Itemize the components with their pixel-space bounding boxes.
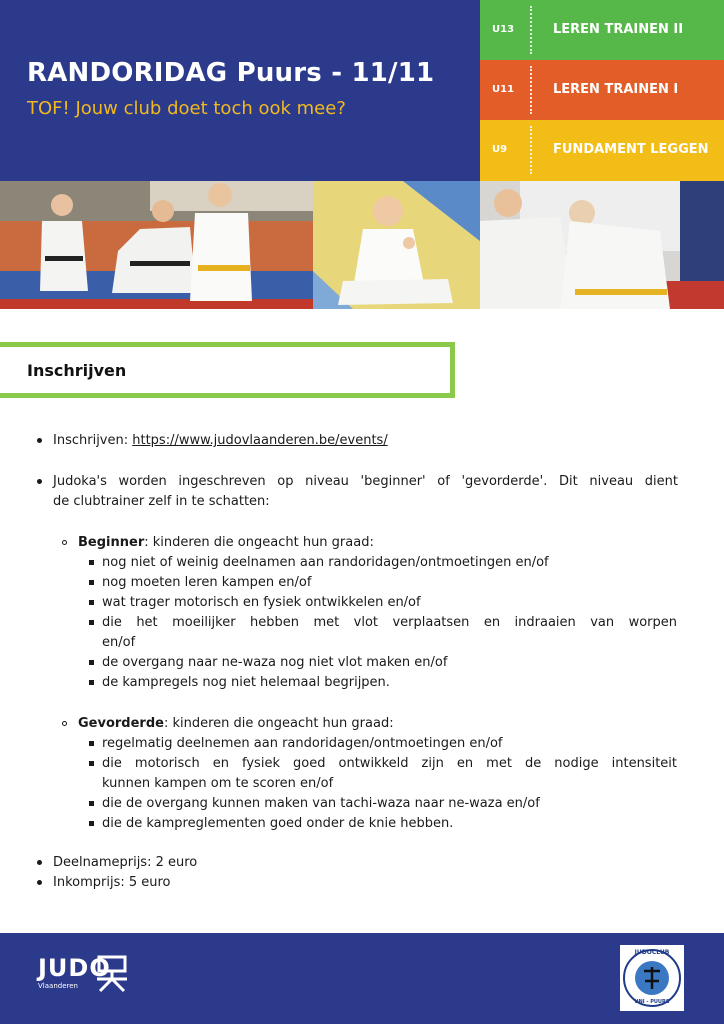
square-bullet xyxy=(89,560,94,565)
beginner-heading xyxy=(78,533,374,553)
advanced-point: die de overgang kunnen maken van tachi-waza naar ne-waza en/of xyxy=(102,796,540,811)
square-bullet xyxy=(89,680,94,685)
advanced-heading xyxy=(78,714,394,734)
register-label: Inschrijven: xyxy=(53,433,133,448)
level-description-line2: de clubtrainer zelf in te schatten: xyxy=(53,494,270,509)
club-name-top: JUDOCLUB xyxy=(634,949,670,956)
section-title: Inschrijven xyxy=(27,361,127,380)
advanced-point: die de kampreglementen goed onder de knie hebben. xyxy=(102,816,454,831)
footer-banner xyxy=(0,933,724,1024)
club-name-bottom: UNI - PUURS xyxy=(634,999,670,1005)
advanced-point-continued: kunnen kampen om te scoren en/of xyxy=(102,776,334,791)
square-bullet xyxy=(89,761,94,766)
page-title: RANDORIDAG Puurs - 11/11 xyxy=(27,58,435,88)
level-name: FUNDAMENT LEGGEN xyxy=(553,142,709,157)
beginner-point-continued: en/of xyxy=(102,635,136,650)
list-item-register xyxy=(53,431,388,451)
entry-fee: Inkomprijs: 5 euro xyxy=(53,875,171,890)
logo-text: JUDO xyxy=(38,954,111,982)
circle-bullet xyxy=(62,540,67,545)
level-code: U11 xyxy=(492,84,515,95)
beginner-point: nog moeten leren kampen en/of xyxy=(102,575,312,590)
level-description-line1: Judoka's worden ingeschreven op niveau 'beginner' of 'gevorderde'. Dit niveau dient xyxy=(53,474,678,489)
square-bullet xyxy=(89,741,94,746)
square-bullet xyxy=(89,620,94,625)
square-bullet xyxy=(89,660,94,665)
page-subtitle: TOF! Jouw club doet toch ook mee? xyxy=(27,98,346,119)
judo-kanji-icon xyxy=(95,955,129,993)
register-link[interactable]: https://www.judovlaanderen.be/events/ xyxy=(132,433,388,448)
beginner-point: die het moeilijker hebben met vlot verplaatsen en indraaien van worpen xyxy=(102,615,677,630)
square-bullet xyxy=(89,801,94,806)
level-name: LEREN TRAINEN II xyxy=(553,22,684,37)
bullet-dot xyxy=(37,860,42,865)
participation-fee: Deelnameprijs: 2 euro xyxy=(53,855,198,870)
advanced-point: die motorisch en fysiek goed ontwikkeld zijn en met de nodige intensiteit xyxy=(102,756,677,771)
advanced-intro: : kinderen die ongeacht hun graad: xyxy=(163,716,394,731)
beginner-intro: : kinderen die ongeacht hun graad: xyxy=(144,535,374,550)
beginner-term: Beginner xyxy=(78,535,145,550)
level-code: U9 xyxy=(492,144,508,155)
bullet-dot xyxy=(37,479,42,484)
beginner-point: de kampregels nog niet helemaal begrijpen. xyxy=(102,675,390,690)
beginner-point: de overgang naar ne-waza nog niet vlot maken en/of xyxy=(102,655,448,670)
bullet-dot xyxy=(37,880,42,885)
level-name: LEREN TRAINEN I xyxy=(553,82,679,97)
bullet-dot xyxy=(37,438,42,443)
beginner-point: nog niet of weinig deelnamen aan randoridagen/ontmoetingen en/of xyxy=(102,555,549,570)
logo-subtext: Vlaanderen xyxy=(38,982,78,990)
beginner-point: wat trager motorisch en fysiek ontwikkelen en/of xyxy=(102,595,421,610)
level-code: U13 xyxy=(492,24,515,35)
square-bullet xyxy=(89,821,94,826)
circle-bullet xyxy=(62,721,67,726)
advanced-term: Gevorderde xyxy=(78,716,164,731)
advanced-point: regelmatig deelnemen aan randoridagen/ontmoetingen en/of xyxy=(102,736,503,751)
square-bullet xyxy=(89,600,94,605)
club-logo xyxy=(620,945,684,1011)
square-bullet xyxy=(89,580,94,585)
